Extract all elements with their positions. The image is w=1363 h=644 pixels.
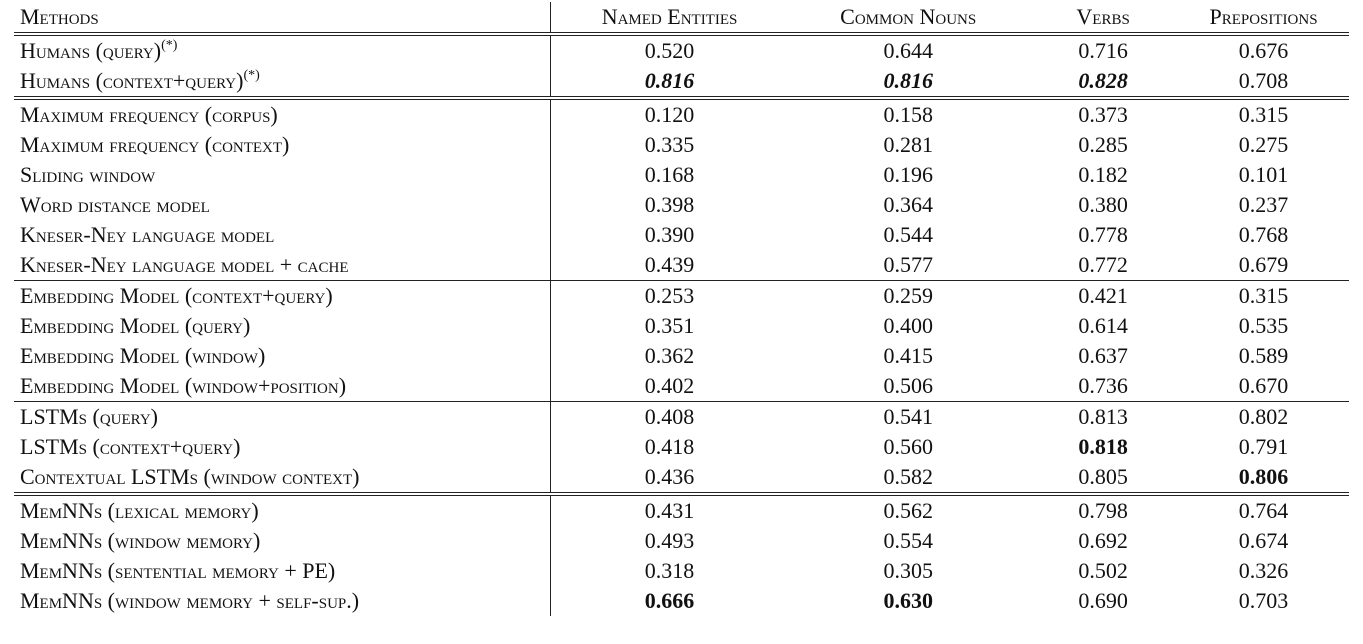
value-cell-verbs: 0.614 — [1078, 313, 1128, 338]
value-cell-verbs: 0.182 — [1078, 162, 1128, 187]
value-cell-prepositions: 0.315 — [1178, 98, 1349, 130]
value-cell-common-nouns: 0.415 — [883, 343, 933, 368]
value-cell-common-nouns: 0.644 — [883, 38, 933, 63]
results-table — [14, 2, 1349, 616]
method-label: Sliding window — [20, 162, 156, 187]
method-footnote-mark: (*) — [243, 68, 260, 83]
table-row — [14, 556, 1349, 586]
value-cell-prepositions: 0.275 — [1238, 132, 1289, 157]
method-cell — [14, 494, 550, 526]
value-cell-verbs: 0.421 — [1028, 281, 1178, 312]
value-cell-common-nouns: 0.400 — [883, 313, 933, 338]
value-cell-common-nouns: 0.506 — [883, 373, 933, 398]
value-cell-prepositions: 0.708 — [1238, 68, 1289, 93]
method-label: MemNNs (sentential memory + PE) — [20, 558, 336, 583]
value-cell-common-nouns: 0.196 — [883, 162, 933, 187]
value-cell-prepositions: 0.791 — [1238, 434, 1289, 459]
value-cell-verbs: 0.380 — [1078, 192, 1128, 217]
value-cell-common-nouns: 0.364 — [883, 192, 933, 217]
method-cell — [14, 462, 550, 494]
table-row — [14, 281, 1349, 312]
value-cell-named-entities: 0.335 — [644, 132, 695, 157]
value-cell-prepositions: 0.535 — [1238, 313, 1289, 338]
value-cell-named-entities: 0.418 — [644, 434, 695, 459]
value-cell-prepositions: 0.101 — [1238, 162, 1289, 187]
value-cell-common-nouns: 0.305 — [883, 558, 933, 583]
table-row — [14, 462, 1349, 494]
value-cell-common-nouns: 0.281 — [883, 132, 933, 157]
value-cell-named-entities: 0.351 — [644, 313, 695, 338]
value-cell-verbs: 0.772 — [1078, 252, 1128, 277]
method-label: LSTMs (context+query) — [20, 434, 241, 459]
value-cell-common-nouns: 0.541 — [788, 402, 1028, 433]
value-cell-verbs: 0.690 — [1078, 588, 1128, 613]
method-label: Kneser-Ney language model + cache — [20, 252, 349, 277]
value-cell-verbs: 0.813 — [1028, 402, 1178, 433]
value-cell-prepositions: 0.589 — [1238, 343, 1289, 368]
method-cell — [14, 311, 550, 341]
value-cell-verbs: 0.637 — [1078, 343, 1128, 368]
table-row — [14, 98, 1349, 130]
header-named-entities: Named Entities — [550, 2, 788, 34]
value-cell-named-entities: 0.439 — [644, 252, 695, 277]
value-cell-verbs: 0.285 — [1078, 132, 1128, 157]
method-cell — [14, 130, 550, 160]
value-cell-common-nouns: 0.158 — [788, 98, 1028, 130]
method-label: Embedding Model (context+query) — [20, 283, 333, 308]
value-cell-prepositions: 0.237 — [1238, 192, 1289, 217]
table-row — [14, 586, 1349, 616]
value-cell-verbs: 0.716 — [1078, 38, 1128, 63]
value-cell-named-entities: 0.362 — [644, 343, 695, 368]
value-cell-prepositions: 0.764 — [1178, 494, 1349, 526]
method-cell — [14, 66, 550, 98]
method-label: MemNNs (lexical memory) — [20, 498, 259, 523]
value-cell-common-nouns: 0.582 — [883, 464, 933, 489]
table-row — [14, 311, 1349, 341]
value-cell-verbs: 0.798 — [1028, 494, 1178, 526]
method-label: Maximum frequency (context) — [20, 132, 290, 157]
value-cell-prepositions: 0.802 — [1178, 402, 1349, 433]
method-label: Maximum frequency (corpus) — [20, 102, 278, 127]
table-row — [14, 341, 1349, 371]
method-cell — [14, 341, 550, 371]
method-cell — [14, 586, 550, 616]
value-cell-prepositions: 0.315 — [1178, 281, 1349, 312]
table-row — [14, 526, 1349, 556]
value-cell-common-nouns: 0.560 — [883, 434, 933, 459]
value-cell-verbs: 0.736 — [1078, 373, 1128, 398]
value-cell-named-entities: 0.408 — [550, 402, 788, 433]
table-row — [14, 402, 1349, 433]
table-body — [14, 34, 1349, 616]
value-cell-verbs: 0.778 — [1078, 222, 1128, 247]
method-label: Embedding Model (window+position) — [20, 373, 347, 398]
method-cell — [14, 556, 550, 586]
table-row — [14, 494, 1349, 526]
value-cell-prepositions: 0.806 — [1238, 464, 1289, 489]
value-cell-named-entities: 0.398 — [644, 192, 695, 217]
table-row — [14, 160, 1349, 190]
method-cell — [14, 526, 550, 556]
value-cell-named-entities: 0.318 — [644, 558, 695, 583]
method-cell — [14, 190, 550, 220]
value-cell-verbs: 0.502 — [1078, 558, 1128, 583]
value-cell-named-entities: 0.493 — [644, 528, 695, 553]
value-cell-verbs: 0.805 — [1078, 464, 1128, 489]
method-label: Kneser-Ney language model — [20, 222, 275, 247]
method-label: Contextual LSTMs (window context) — [20, 464, 360, 489]
method-cell — [14, 98, 550, 130]
method-label: Embedding Model (window) — [20, 343, 266, 368]
method-cell — [14, 281, 550, 312]
value-cell-named-entities: 0.816 — [644, 68, 695, 93]
value-cell-verbs: 0.828 — [1078, 68, 1128, 93]
method-cell — [14, 250, 550, 281]
value-cell-named-entities: 0.253 — [550, 281, 788, 312]
value-cell-prepositions: 0.326 — [1238, 558, 1289, 583]
method-cell — [14, 371, 550, 402]
value-cell-prepositions: 0.703 — [1238, 588, 1289, 613]
method-label: Humans (context+query) — [20, 68, 244, 93]
method-cell — [14, 220, 550, 250]
method-cell — [14, 34, 550, 66]
value-cell-common-nouns: 0.577 — [883, 252, 933, 277]
value-cell-common-nouns: 0.630 — [883, 588, 933, 613]
value-cell-verbs: 0.373 — [1028, 98, 1178, 130]
value-cell-named-entities: 0.520 — [644, 38, 695, 63]
value-cell-prepositions: 0.768 — [1238, 222, 1289, 247]
value-cell-verbs: 0.692 — [1078, 528, 1128, 553]
table-row — [14, 432, 1349, 462]
table-row — [14, 220, 1349, 250]
value-cell-prepositions: 0.676 — [1238, 38, 1289, 63]
value-cell-prepositions: 0.674 — [1238, 528, 1289, 553]
value-cell-named-entities: 0.120 — [550, 98, 788, 130]
table-row — [14, 190, 1349, 220]
value-cell-common-nouns: 0.816 — [883, 68, 933, 93]
value-cell-common-nouns: 0.562 — [788, 494, 1028, 526]
method-footnote-mark: (*) — [161, 38, 178, 53]
header-row — [14, 2, 1349, 34]
table-row — [14, 130, 1349, 160]
table-row — [14, 34, 1349, 66]
table-row — [14, 66, 1349, 98]
value-cell-common-nouns: 0.259 — [788, 281, 1028, 312]
value-cell-named-entities: 0.390 — [644, 222, 695, 247]
header-common-nouns: Common Nouns — [788, 2, 1028, 34]
method-cell — [14, 160, 550, 190]
value-cell-named-entities: 0.402 — [644, 373, 695, 398]
value-cell-prepositions: 0.670 — [1238, 373, 1289, 398]
value-cell-common-nouns: 0.544 — [883, 222, 933, 247]
value-cell-named-entities: 0.666 — [644, 588, 695, 613]
value-cell-named-entities: 0.168 — [644, 162, 695, 187]
method-label: Humans (query) — [20, 38, 162, 63]
method-label: MemNNs (window memory + self-sup.) — [20, 588, 360, 613]
method-cell — [14, 432, 550, 462]
table-row — [14, 250, 1349, 281]
method-label: MemNNs (window memory) — [20, 528, 261, 553]
method-label: LSTMs (query) — [20, 404, 159, 429]
method-label: Word distance model — [20, 192, 210, 217]
value-cell-verbs: 0.818 — [1078, 434, 1128, 459]
header-prepositions: Prepositions — [1178, 2, 1349, 34]
value-cell-named-entities: 0.436 — [644, 464, 695, 489]
table-row — [14, 371, 1349, 402]
value-cell-common-nouns: 0.554 — [883, 528, 933, 553]
value-cell-named-entities: 0.431 — [550, 494, 788, 526]
method-cell — [14, 402, 550, 433]
method-label: Embedding Model (query) — [20, 313, 251, 338]
header-methods: Methods — [14, 2, 550, 34]
header-verbs: Verbs — [1028, 2, 1178, 34]
value-cell-prepositions: 0.679 — [1238, 252, 1289, 277]
